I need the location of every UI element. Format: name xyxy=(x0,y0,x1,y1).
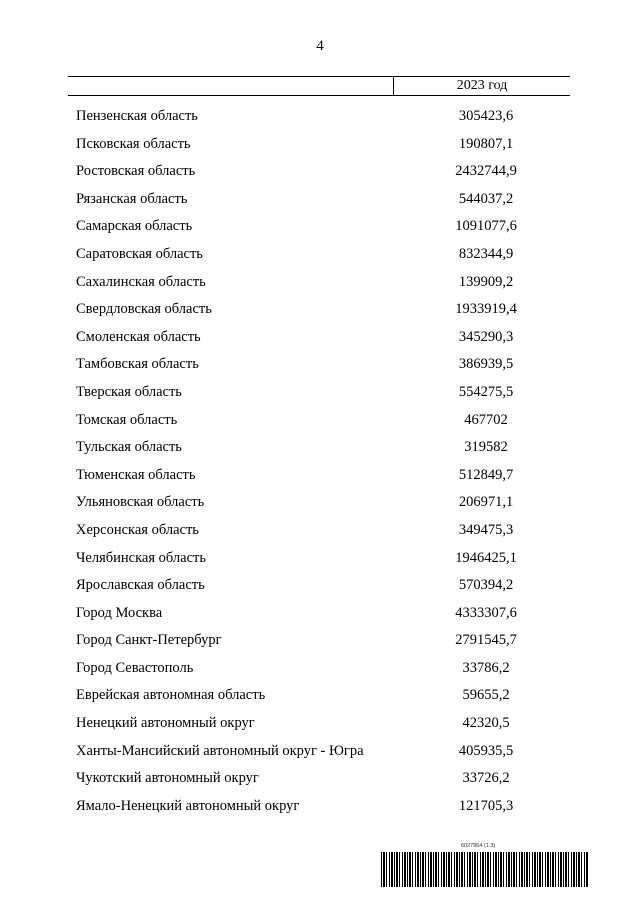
table-row xyxy=(76,410,570,438)
region-value: 206971,1 xyxy=(458,494,514,511)
region-value: 121705,3 xyxy=(458,797,514,814)
region-value: 1933919,4 xyxy=(455,301,517,318)
table-row xyxy=(76,796,570,824)
region-value: 33786,2 xyxy=(462,659,510,676)
table-row xyxy=(76,106,570,134)
region-name: Псковская область xyxy=(76,135,191,152)
table-row xyxy=(76,575,570,603)
region-value: 319582 xyxy=(464,439,508,456)
region-value: 345290,3 xyxy=(458,328,514,345)
table-row xyxy=(76,768,570,796)
table-row xyxy=(76,382,570,410)
table-row xyxy=(76,244,570,272)
table-row xyxy=(76,465,570,493)
region-value: 4333307,6 xyxy=(455,604,517,621)
table-row xyxy=(76,437,570,465)
region-name: Тульская область xyxy=(76,439,182,456)
table-row xyxy=(76,685,570,713)
table-row xyxy=(76,189,570,217)
table-row xyxy=(76,161,570,189)
region-value: 190807,1 xyxy=(458,135,514,152)
table-row xyxy=(76,630,570,658)
region-name: Ульяновская область xyxy=(76,494,205,511)
year-column-header: 2023 год xyxy=(456,78,508,93)
region-name: Рязанская область xyxy=(76,190,188,207)
region-name: Пензенская область xyxy=(76,108,198,124)
region-name: Херсонская область xyxy=(76,521,199,538)
region-name: Самарская область xyxy=(76,218,193,235)
region-value: 467702 xyxy=(464,411,508,428)
region-name: Еврейская автономная область xyxy=(76,687,266,704)
table-row xyxy=(76,713,570,741)
table-row xyxy=(76,548,570,576)
region-value: 42320,5 xyxy=(462,715,510,732)
barcode-image xyxy=(381,852,589,887)
region-value: 33726,2 xyxy=(462,770,510,787)
table-row xyxy=(76,354,570,382)
table-row xyxy=(76,658,570,686)
region-name: Томская область xyxy=(76,411,178,428)
table-row xyxy=(76,492,570,520)
region-name: Саратовская область xyxy=(76,245,203,262)
region-name: Тверская область xyxy=(76,383,182,400)
region-value: 2432744,9 xyxy=(455,163,517,180)
region-name: Город Севастополь xyxy=(76,659,194,676)
region-value: 1091077,6 xyxy=(455,218,517,235)
region-value: 1946425,1 xyxy=(455,549,517,566)
region-value: 405935,5 xyxy=(458,742,514,759)
region-value: 832344,9 xyxy=(458,245,514,262)
region-name: Ямало-Ненецкий автономный округ xyxy=(76,797,300,814)
table-row xyxy=(76,520,570,548)
region-name: Смоленская область xyxy=(76,328,201,345)
region-value: 386939,5 xyxy=(458,356,514,373)
region-name: Челябинская область xyxy=(76,549,206,566)
region-name: Город Санкт-Петербург xyxy=(76,632,222,649)
table-row xyxy=(76,216,570,244)
table-row xyxy=(76,741,570,769)
barcode-label: 6027864 (1.3) xyxy=(461,843,496,849)
region-name: Тамбовская область xyxy=(76,356,199,373)
region-name: Чукотский автономный округ xyxy=(76,770,259,787)
region-value: 512849,7 xyxy=(458,466,514,483)
table-row xyxy=(76,272,570,300)
table-row xyxy=(76,134,570,162)
table-row xyxy=(76,299,570,327)
region-value: 349475,3 xyxy=(458,521,514,538)
barcode-block xyxy=(381,843,589,891)
region-value: 2791545,7 xyxy=(455,632,517,649)
region-value: 139909,2 xyxy=(458,273,514,290)
region-value: 554275,5 xyxy=(458,383,514,400)
region-name: Ростовская область xyxy=(76,163,196,180)
region-name: Тюменская область xyxy=(76,466,196,483)
region-name: Ярославская область xyxy=(76,577,205,594)
region-value: 570394,2 xyxy=(458,577,514,594)
region-value: 59655,2 xyxy=(462,687,510,704)
region-name: Ханты-Мансийский автономный округ - Югра xyxy=(76,742,364,759)
page-number: 4 xyxy=(316,38,324,54)
table-body xyxy=(76,106,570,823)
region-name: Свердловская область xyxy=(76,301,212,318)
table-header xyxy=(68,76,570,96)
region-name: Сахалинская область xyxy=(76,273,206,290)
region-value: 305423,6 xyxy=(458,108,514,124)
region-name: Ненецкий автономный округ xyxy=(76,715,255,732)
table-row xyxy=(76,603,570,631)
region-value: 544037,2 xyxy=(458,190,514,207)
region-name: Город Москва xyxy=(76,604,163,621)
table-row xyxy=(76,327,570,355)
